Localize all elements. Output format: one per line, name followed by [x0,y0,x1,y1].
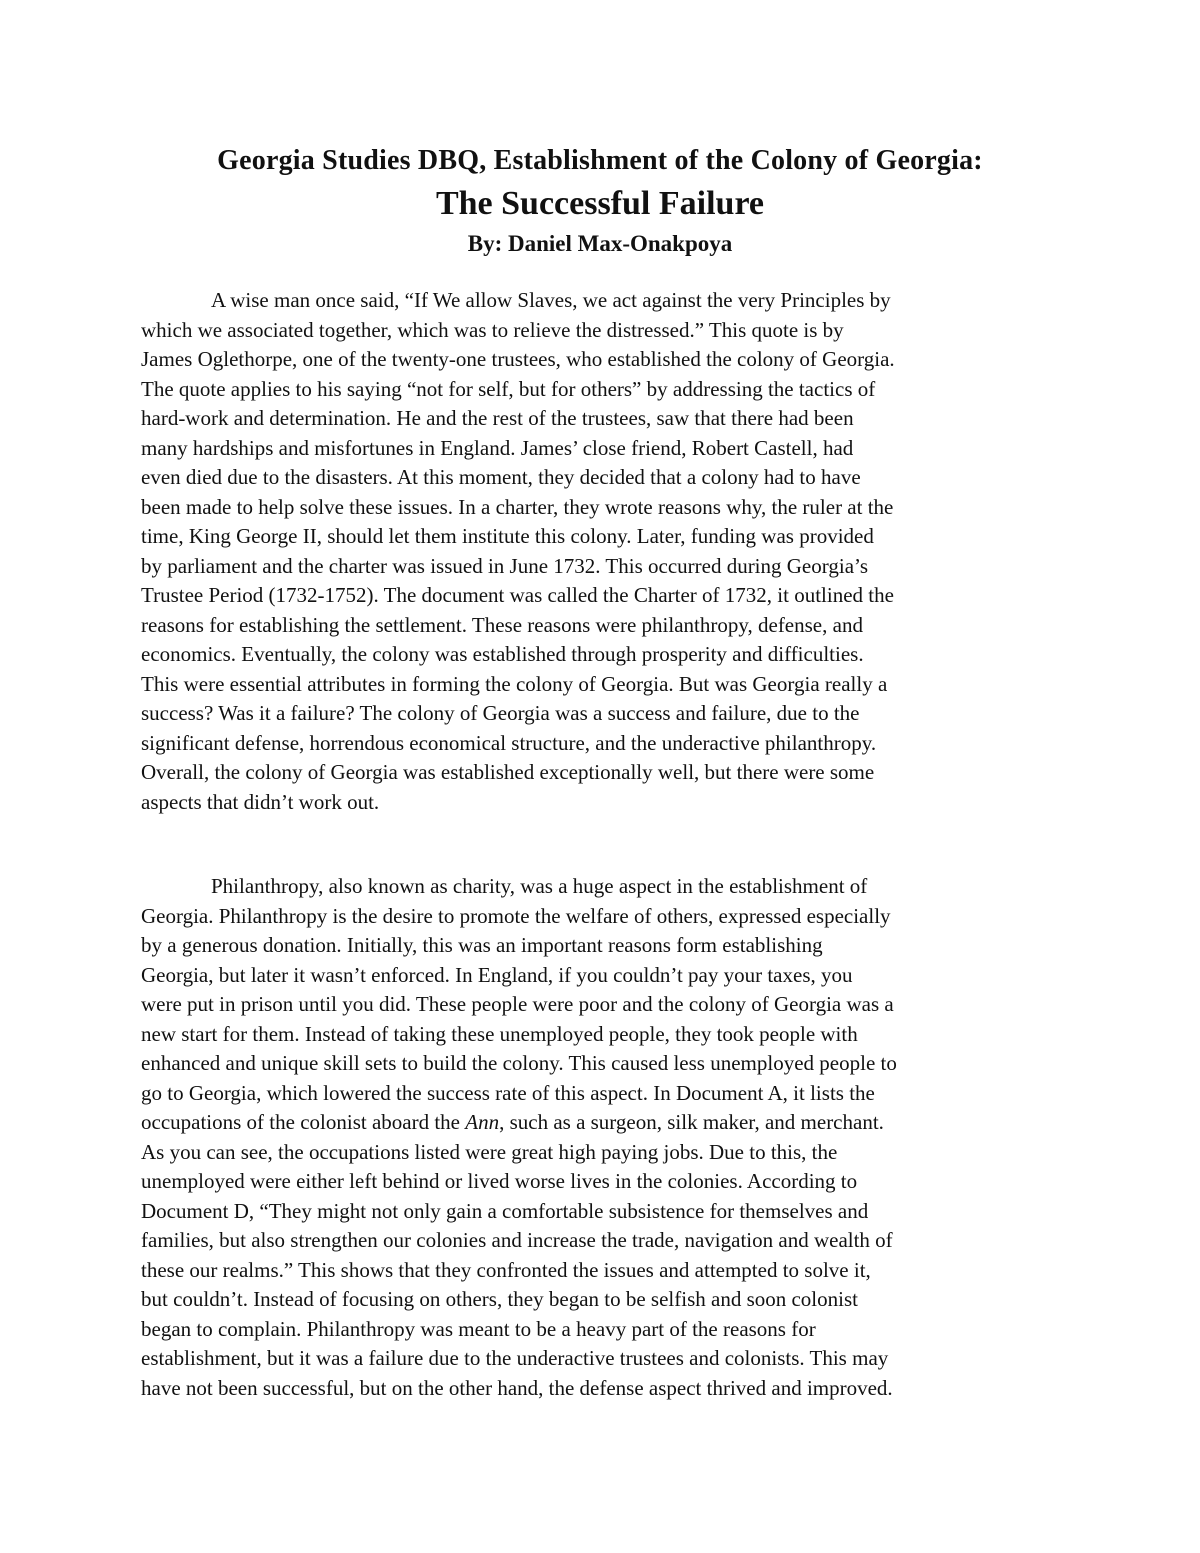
text-line: unemployed were either left behind or lived worse lives in the colonies. According to [141,1169,858,1193]
text-line: reasons for establishing the settlement. These reasons were philanthropy, defense, and [141,612,863,637]
text-line: hard-work and determination. He and the rest of the trustees, saw that there had been [141,406,854,430]
text-line: which we associated together, which was to relieve the distressed.” This quote is by [141,317,844,342]
text-line: Document D, “They might not only gain a comfortable subsistence for themselves and [141,1198,869,1223]
text-line: by a generous donation. Initially, this was an important reasons form establishing [141,933,823,957]
text-line-with-ship-name [141,1108,1061,1138]
text-line: go to Georgia, which lowered the success rate of this aspect. In Document A, it lists the [141,1080,875,1105]
text-line: began to complain. Philanthropy was meant to be a heavy part of the reasons for [141,1316,816,1341]
text-line: significant defense, horrendous economical structure, and the underactive philanthropy. [141,730,877,755]
text-line: A wise man once said, “If We allow Slaves, we act against the very Principles by [211,288,891,312]
document-title: Georgia Studies DBQ, Establishment of the Colony of Georgia: [217,145,983,176]
text-line: enhanced and unique skill sets to build the colony. This caused less unemployed people to [141,1051,897,1075]
document-subtitle: The Successful Failure [435,185,765,222]
text-fragment: occupations of the colonist aboard the [141,1110,466,1134]
text-line: establishment, but it was a failure due to the underactive trustees and colonists. This may [141,1346,889,1370]
text-line: success? Was it a failure? The colony of Georgia was a success and failure, due to the [141,701,860,725]
text-line: This were essential attributes in forming the colony of Georgia. But was Georgia really a [141,671,888,696]
document-header [0,140,1200,262]
text-line: James Oglethorpe, one of the twenty-one trustees, who established the colony of Georgia. [141,347,895,371]
text-line: been made to help solve these issues. In a charter, they wrote reasons why, the ruler at the [141,494,894,519]
text-line: these our realms.” This shows that they confronted the issues and attempted to solve it, [141,1257,871,1282]
text-line: were put in prison until you did. These people were poor and the colony of Georgia was a [141,992,894,1016]
text-line: have not been successful, but on the other hand, the defense aspect thrived and improved. [141,1375,893,1400]
text-line: Philanthropy, also known as charity, was a huge aspect in the establishment of [211,874,868,898]
text-line: new start for them. Instead of taking these unemployed people, they took people with [141,1021,858,1046]
text-line: Georgia. Philanthropy is the desire to promote the welfare of others, expressed especially [141,903,891,928]
text-line: but couldn’t. Instead of focusing on others, they began to be selfish and soon colonist [141,1287,858,1311]
text-line: The quote applies to his saying “not for self, but for others” by addressing the tactics of [141,376,876,401]
paragraph-philanthropy [141,872,1061,1403]
text-line: Overall, the colony of Georgia was established exceptionally well, but there were some [141,760,875,784]
text-line: by parliament and the charter was issued in June 1732. This occurred during Georgia’s [141,553,869,578]
text-line: aspects that didn’t work out. [141,789,380,814]
ship-name-italic: Ann [465,1110,500,1134]
text-line: As you can see, the occupations listed were great high paying jobs. Due to this, the [141,1139,838,1164]
text-line: Georgia, but later it wasn’t enforced. In England, if you couldn’t pay your taxes, you [141,962,853,987]
paragraph-introduction [141,286,1061,817]
text-fragment: , such as a surgeon, silk maker, and merchant. [499,1110,884,1134]
author-byline: By: Daniel Max-Onakpoya [467,231,733,256]
text-line: even died due to the disasters. At this moment, they decided that a colony had to have [141,465,861,489]
text-line: families, but also strengthen our colonies and increase the trade, navigation and wealth of [141,1228,893,1252]
text-line: many hardships and misfortunes in England. James’ close friend, Robert Castell, had [141,435,854,460]
text-line: Trustee Period (1732-1752). The document was called the Charter of 1732, it outlined the [141,583,894,607]
text-line: time, King George II, should let them institute this colony. Later, funding was provided [141,524,874,548]
text-line: economics. Eventually, the colony was established through prosperity and difficulties. [141,642,864,666]
